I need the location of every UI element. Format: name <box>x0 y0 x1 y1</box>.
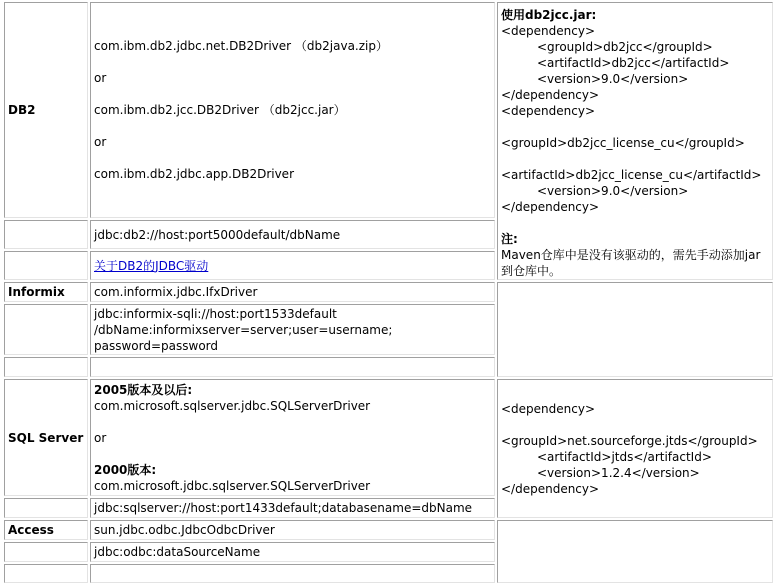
sqlserver-url: jdbc:sqlserver://host:port1433default;databasename=dbName <box>94 501 473 515</box>
informix-blank-label-cell <box>4 357 88 377</box>
sqlserver-url-cell <box>90 498 495 518</box>
sqlserver-label: SQL Server <box>8 430 84 445</box>
db2-url-cell <box>90 220 495 249</box>
db2-maven-dep-close: </dependency> <box>501 88 600 102</box>
db2-maven-artifact-id: <artifactId>db2jcc</artifactId> <box>537 56 730 70</box>
db2-driver-app: com.ibm.db2.jdbc.app.DB2Driver <box>94 167 294 181</box>
db2-maven-version: <version>9.0</version> <box>537 72 689 86</box>
db2-maven-license-version: <version>9.0</version> <box>537 184 689 198</box>
access-driver-cell <box>90 520 495 540</box>
db2-driver-net: com.ibm.db2.jdbc.net.DB2Driver （db2java.zip） <box>94 39 388 53</box>
db2-label-cell <box>4 2 88 218</box>
informix-url-empty-cell <box>4 304 88 355</box>
db2-note-line2: 到仓库中。 <box>501 264 562 278</box>
informix-driver-cell <box>90 282 495 302</box>
sqlserver-url-empty-cell <box>4 498 88 518</box>
access-blank-value-cell <box>90 564 495 583</box>
sqlserver-label-cell <box>4 379 88 496</box>
sqlserver-maven-cell <box>497 379 773 518</box>
sqlserver-maven-group-id: <groupId>net.sourceforge.jtds</groupId> <box>501 433 758 448</box>
db2-maven-license-artifact: <artifactId>db2jcc_license_cu</artifactId> <box>501 168 762 182</box>
sqlserver-2005-driver: com.microsoft.sqlserver.jdbc.SQLServerDriver <box>94 398 371 413</box>
access-blank-label-cell <box>4 564 88 583</box>
db2-link-empty-cell <box>4 251 88 280</box>
sqlserver-driver-cell <box>90 379 495 496</box>
informix-label: Informix <box>8 285 65 299</box>
access-url-empty-cell <box>4 542 88 562</box>
db2-driver-cell <box>90 2 495 218</box>
db2-url-empty-cell <box>4 220 88 249</box>
db2-maven-heading: 使用db2jcc.jar: <box>501 8 597 22</box>
access-driver: sun.jdbc.odbc.JdbcOdbcDriver <box>94 523 275 537</box>
db2-maven-dep2-close: </dependency> <box>501 200 600 214</box>
access-label-cell <box>4 520 88 540</box>
informix-right-empty-cell <box>497 282 773 377</box>
db2-note-label: 注: <box>501 232 518 246</box>
sqlserver-maven-dep-open: <dependency> <box>501 401 596 416</box>
sqlserver-2000-heading: 2000版本: <box>94 462 157 477</box>
informix-driver: com.informix.jdbc.IfxDriver <box>94 285 258 299</box>
db2-note-line1: Maven仓库中是没有该驱动的，需先手动添加jar <box>501 248 761 262</box>
informix-url-line2: /dbName:informixserver=server;user=username; <box>94 322 393 337</box>
informix-label-cell <box>4 282 88 302</box>
db2-maven-group-id: <groupId>db2jcc</groupId> <box>537 40 713 54</box>
db2-url: jdbc:db2://host:port5000default/dbName <box>94 227 341 242</box>
access-label: Access <box>8 523 54 537</box>
informix-blank-value-cell <box>90 357 495 377</box>
db2-maven-license-group: <groupId>db2jcc_license_cu</groupId> <box>501 136 745 150</box>
access-url-cell <box>90 542 495 562</box>
sqlserver-2000-driver: com.microsoft.jdbc.sqlserver.SQLServerDriver <box>94 478 371 493</box>
sqlserver-or: or <box>94 430 107 445</box>
db2-or-2: or <box>94 135 107 149</box>
sqlserver-2005-heading: 2005版本及以后: <box>94 382 193 397</box>
informix-url-line3: password=password <box>94 338 218 353</box>
access-right-empty-cell <box>497 520 773 583</box>
db2-maven-dep-open: <dependency> <box>501 24 596 38</box>
jdbc-driver-table <box>2 2 773 583</box>
access-url: jdbc:odbc:dataSourceName <box>94 545 261 559</box>
db2-label: DB2 <box>8 103 36 117</box>
db2-maven-cell <box>497 2 773 280</box>
db2-or-1: or <box>94 71 107 85</box>
db2-maven-dep2-open: <dependency> <box>501 104 596 118</box>
informix-url-cell <box>90 304 495 355</box>
informix-url-line1: jdbc:informix-sqli://host:port1533default <box>94 306 337 321</box>
sqlserver-maven-artifact-id: <artifactId>jtds</artifactId> <box>537 449 712 464</box>
sqlserver-maven-version: <version>1.2.4</version> <box>537 465 700 480</box>
sqlserver-maven-dep-close: </dependency> <box>501 481 600 496</box>
db2-jdbc-link[interactable]: 关于DB2的JDBC驱动 <box>94 258 209 273</box>
db2-link-cell <box>90 251 495 280</box>
db2-driver-jcc: com.ibm.db2.jcc.DB2Driver （db2jcc.jar） <box>94 103 346 117</box>
